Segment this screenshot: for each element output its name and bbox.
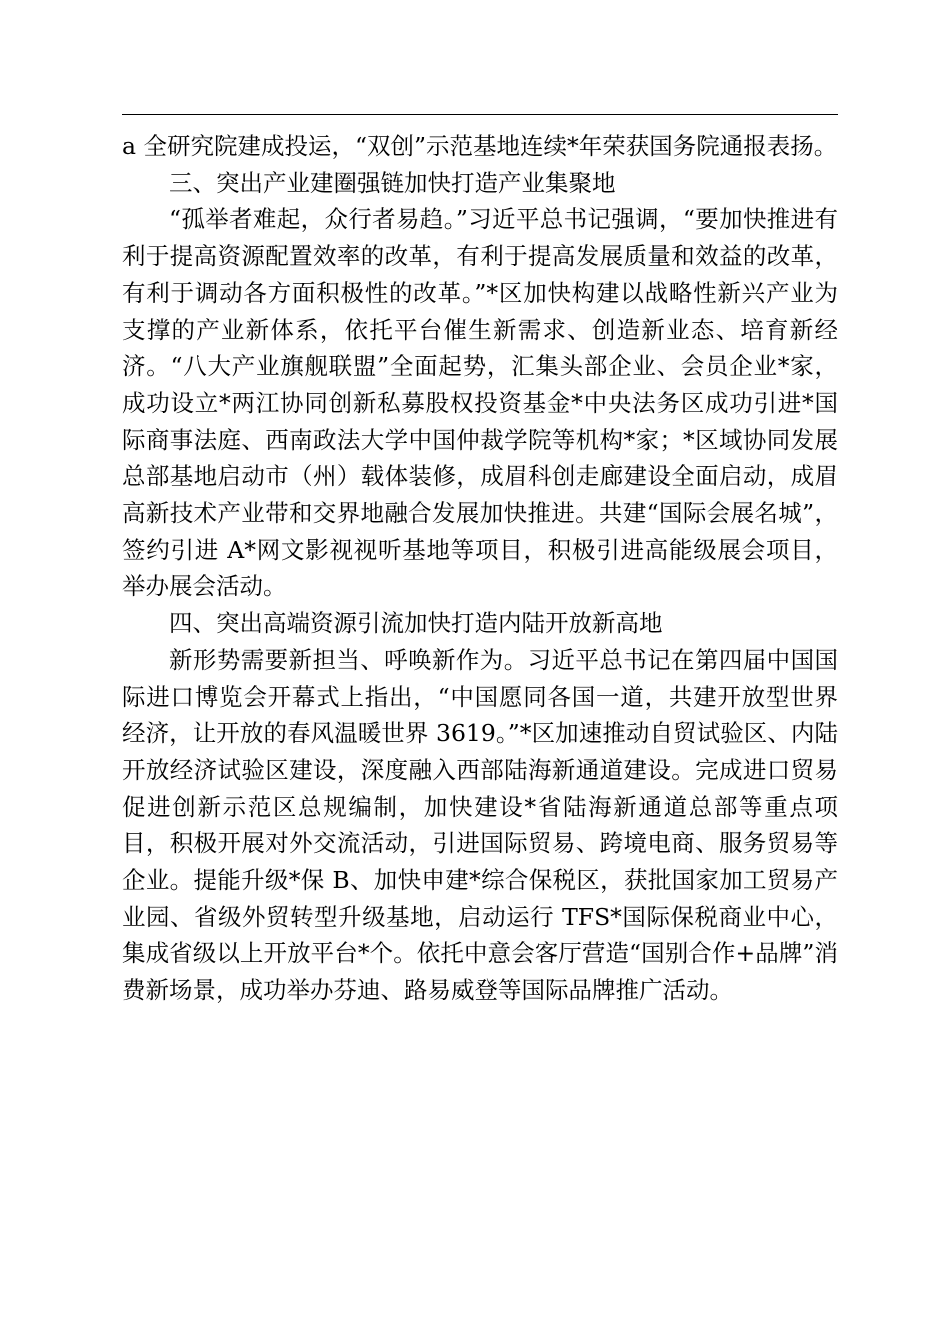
paragraph-opening: 新形势需要新担当、呼唤新作为。习近平总书记在第四届中国国际进口博览会开幕式上指出，“中国愿同各国一道，共建开放型世界经济，让开放的春风温暖世界 3619。”*区加速推动自贸试验区、内陆开放经济试验区建设，深度融入西部陆海新通道建设。完成进口贸易促进创新示范区总规编制，加快建设*省陆海新通道总部等重点项目，积极开展对外交流活动，引进国际贸易、跨境电商、服务贸易等企业。提能升级*保 B、加快申建*综合保税区，获批国家加工贸易产业园、省级外贸转型升级基地，启动运行 TFS*国际保税商业中心，集成省级以上开放平台*个。依托中意会客厅营造“国别合作+品牌”消费新场景，成功举办芬迪、路易威登等国际品牌推广活动。 — [122, 645, 838, 1005]
section-heading-3: 三、突出产业建圈强链加快打造产业集聚地 — [169, 168, 616, 197]
header-rule — [122, 114, 838, 115]
paragraph-continuation: a 全研究院建成投运，“双创”示范基地连续*年荣获国务院通报表扬。 — [122, 132, 838, 160]
paragraph-industry: “孤举者难起，众行者易趋。”习近平总书记强调，“要加快推进有利于提高资源配置效率的改革，有利于提高发展质量和效益的改革，有利于调动各方面积极性的改革。”*区加快构建以战略性新兴产业为支撑的产业新体系，依托平台催生新需求、创造新业态、培育新经济。“八大产业旗舰联盟”全面起势，汇集头部企业、会员企业*家，成功设立*两江协同创新私募股权投资基金*中央法务区成功引进*国际商事法庭、西南政法大学中国仲裁学院等机构*家；*区域协同发展总部基地启动市（州）载体装修，成眉科创走廊建设全面启动，成眉高新技术产业带和交界地融合发展加快推进。共建“国际会展名城”，签约引进 A*网文影视视听基地等项目，积极引进高能级展会项目，举办展会活动。 — [122, 205, 838, 601]
document-body — [122, 128, 838, 1009]
section-heading-4: 四、突出高端资源引流加快打造内陆开放新高地 — [169, 609, 663, 638]
